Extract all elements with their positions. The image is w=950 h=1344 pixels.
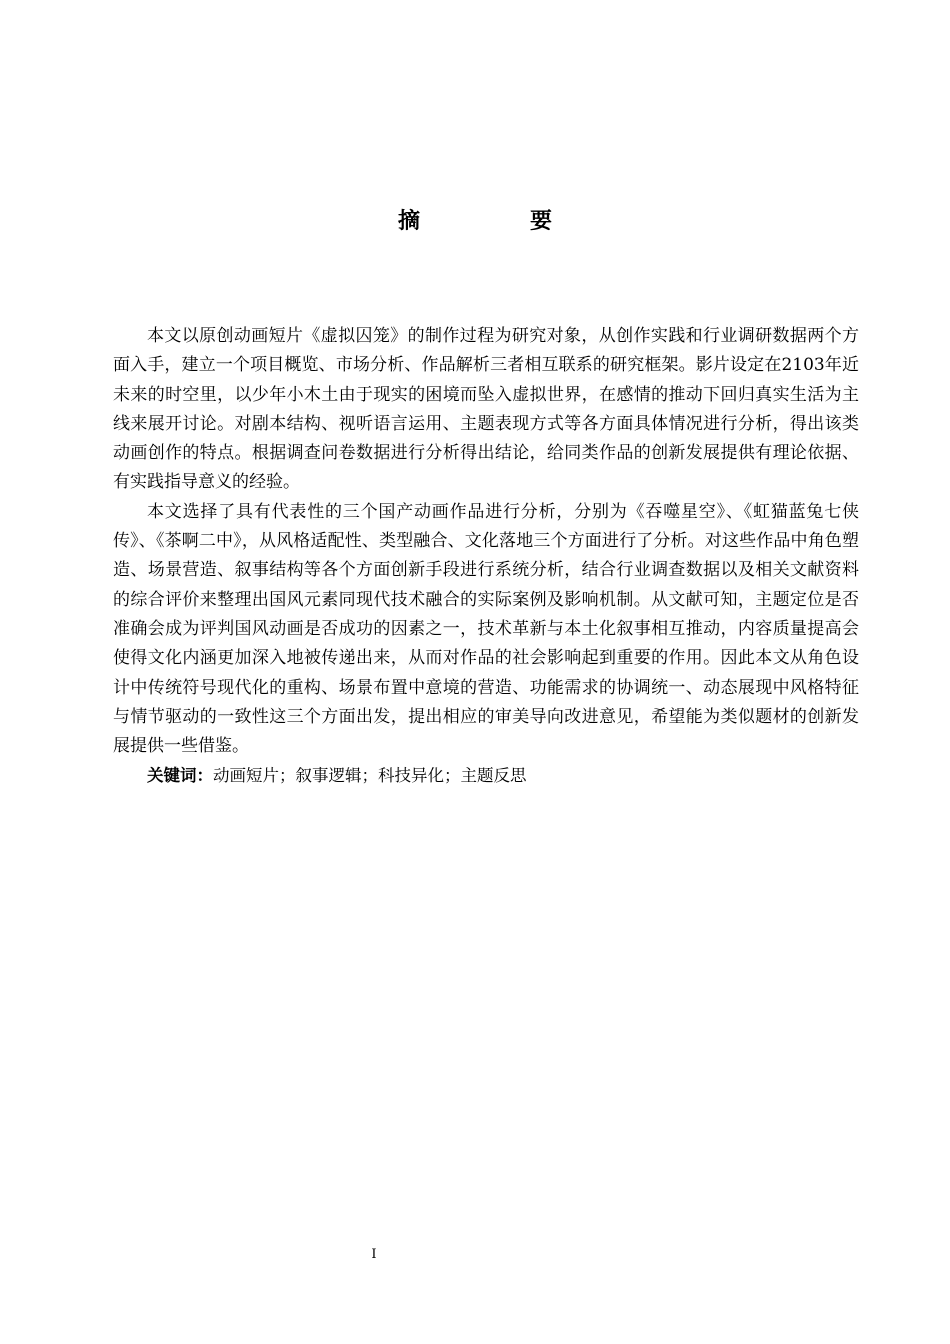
keywords-value: 动画短片；叙事逻辑；科技异化；主题反思 bbox=[213, 766, 527, 786]
abstract-body bbox=[113, 322, 859, 790]
abstract-title: 摘 要 bbox=[397, 209, 596, 234]
abstract-paragraph-1: 本文以原创动画短片《虚拟囚笼》的制作过程为研究对象，从创作实践和行业调研数据两个方面入手，建立一个项目概览、市场分析、作品解析三者相互联系的研究框架。影片设定在2103年近未来的时空里，以少年小木土由于现实的困境而坠入虚拟世界，在感情的推动下回归真实生活为主线来展开讨论。对剧本结构、视听语言运用、主题表现方式等各方面具体情况进行分析，得出该类动画创作的特点。根据调查问卷数据进行分析得出结论，给同类作品的创新发展提供有理论依据、有实践指导意义的经验。 bbox=[113, 326, 859, 493]
page-number: I bbox=[371, 1247, 377, 1262]
abstract-paragraph-2: 本文选择了具有代表性的三个国产动画作品进行分析，分别为《吞噬星空》、《虹猫蓝兔七侠传》、《茶啊二中》，从风格适配性、类型融合、文化落地三个方面进行了分析。对这些作品中角色塑造、场景营造、叙事结构等各个方面创新手段进行系统分析，结合行业调查数据以及相关文献资料的综合评价来整理出国风元素同现代技术融合的实际案例及影响机制。从文献可知，主题定位是否准确会成为评判国风动画是否成功的因素之一，技术革新与本土化叙事相互推动，内容质量提高会使得文化内涵更加深入地被传递出来，从而对作品的社会影响起到重要的作用。因此本文从角色设计中传统符号现代化的重构、场景布置中意境的营造、功能需求的协调统一、动态展现中风格特征与情节驱动的一致性这三个方面出发，提出相应的审美导向改进意见，希望能为类似题材的创新发展提供一些借鉴。 bbox=[113, 501, 859, 757]
keywords-label: 关键词： bbox=[147, 766, 213, 786]
keywords-line bbox=[113, 761, 859, 790]
